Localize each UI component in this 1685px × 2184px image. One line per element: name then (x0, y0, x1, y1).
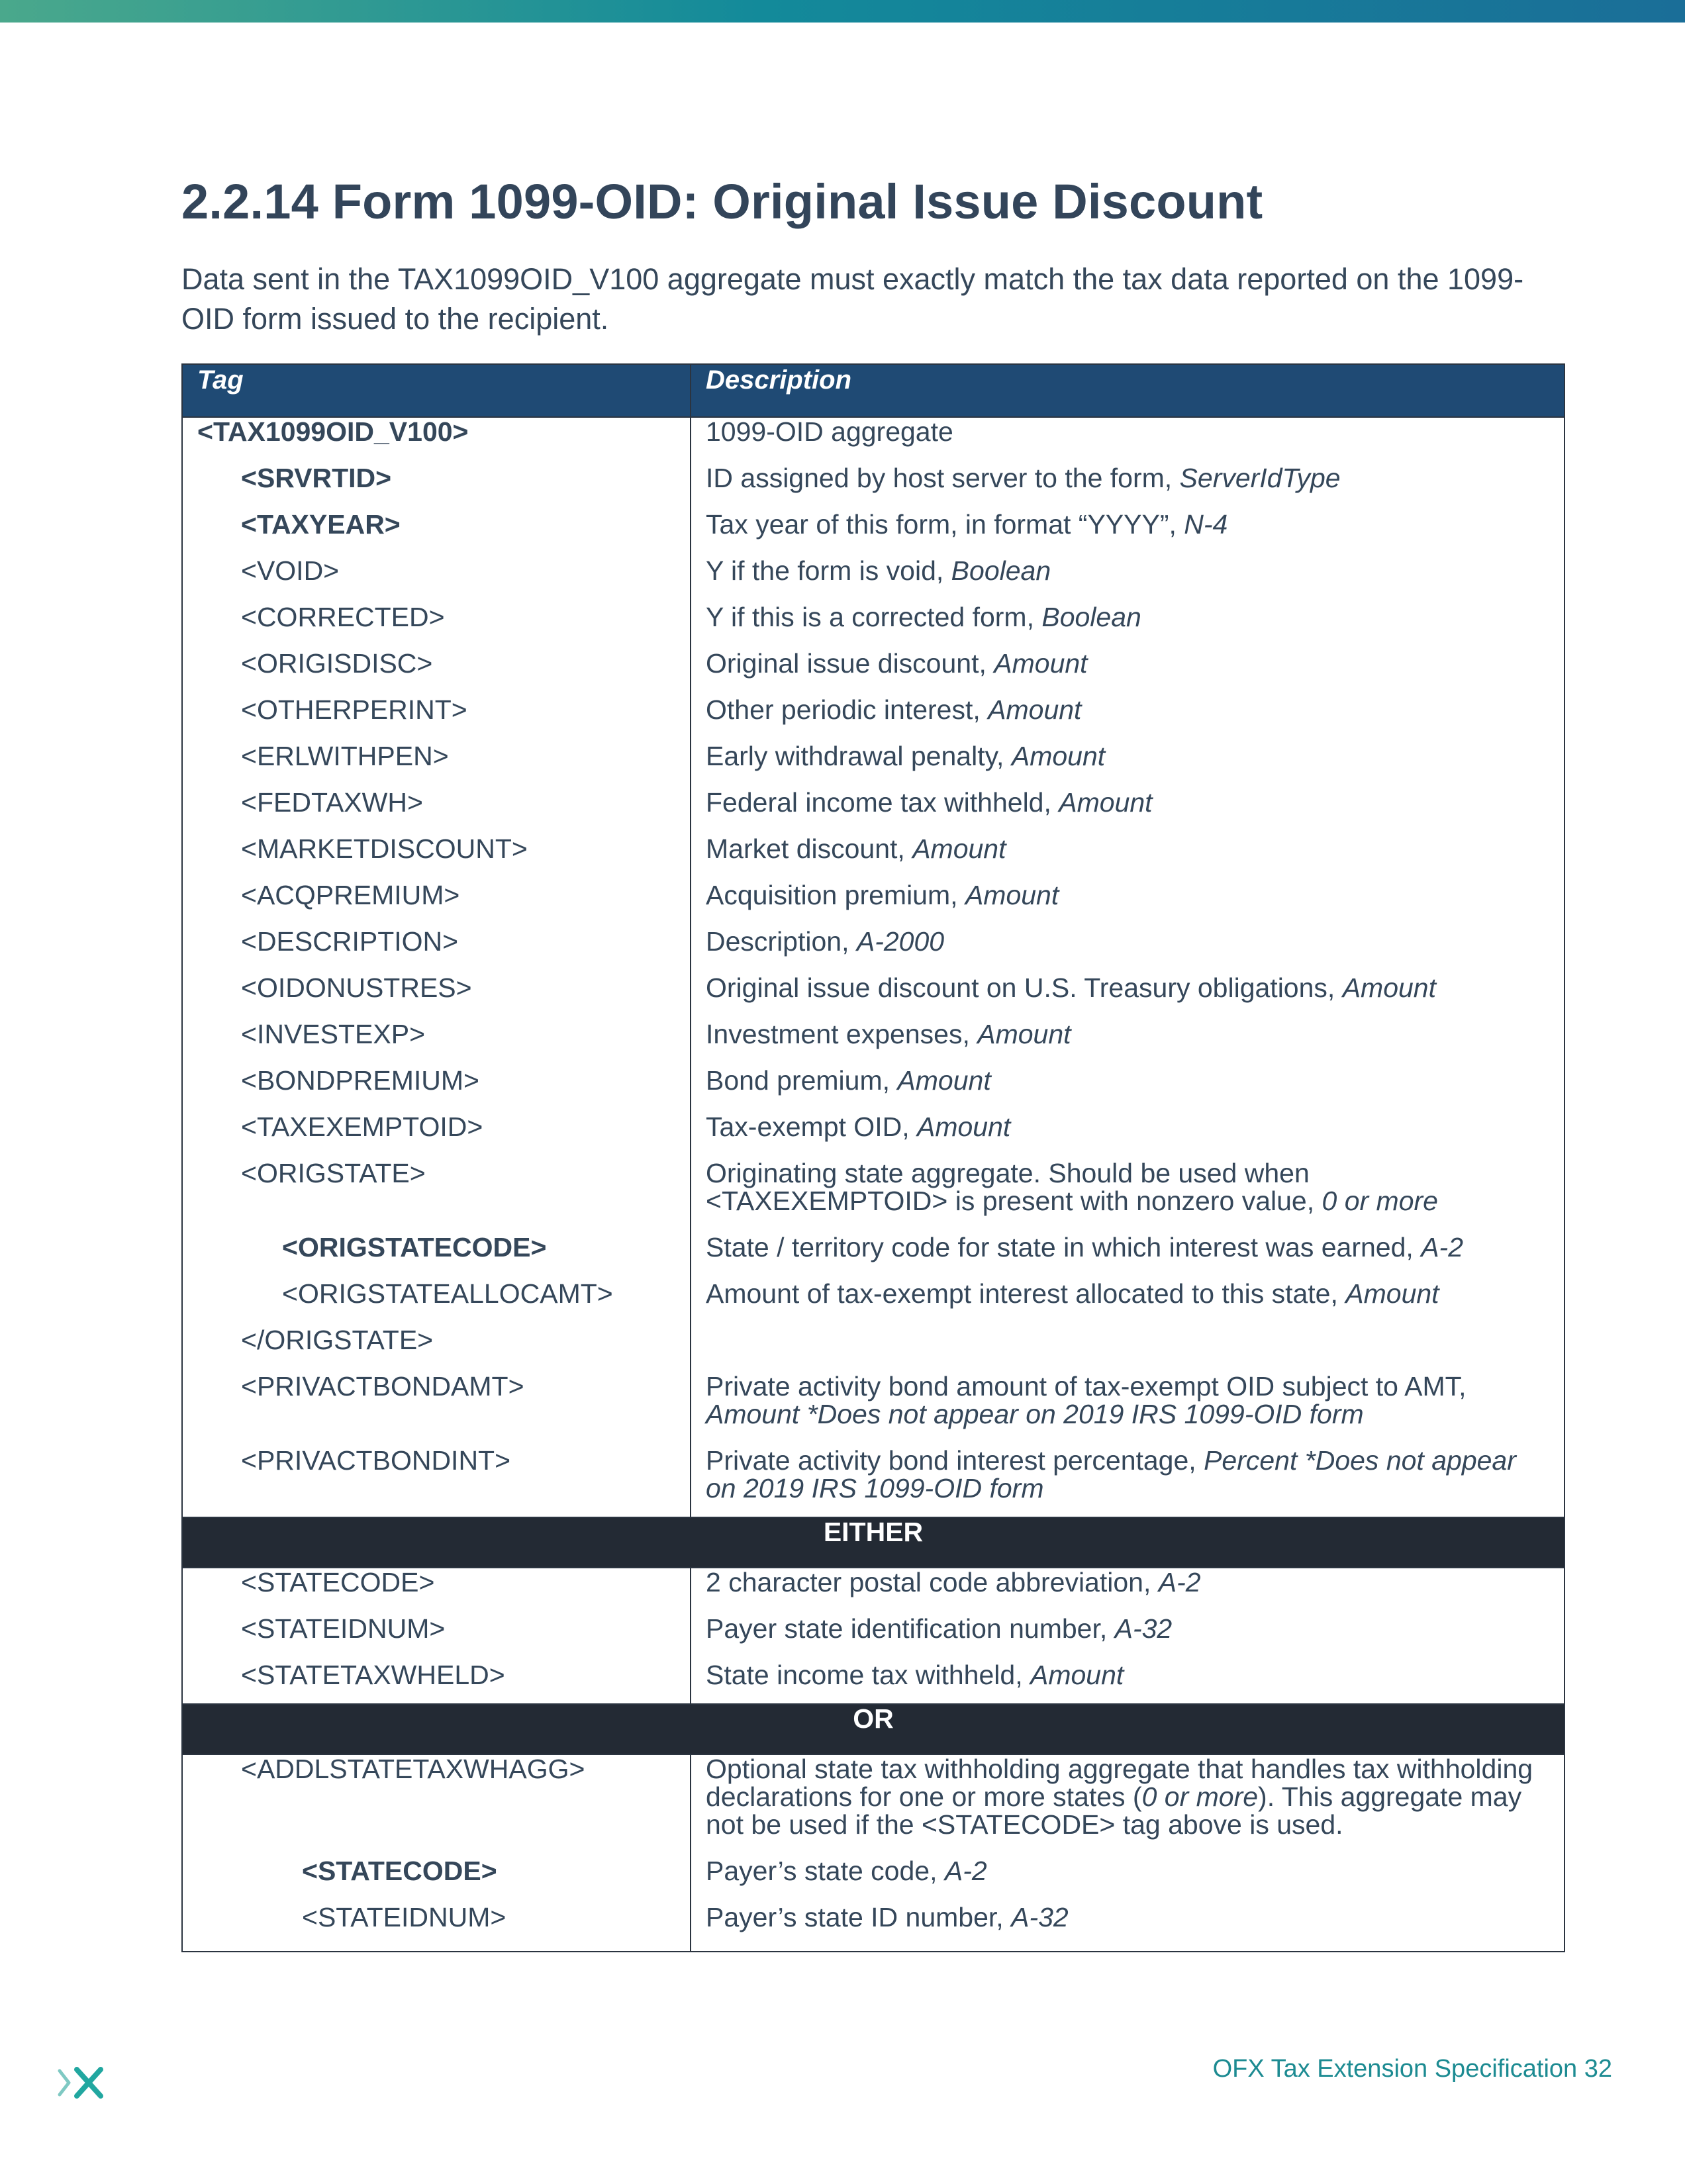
description-cell (691, 417, 1565, 460)
description-text: Investment expenses, (706, 1019, 978, 1049)
description-text: Payer state identification number, (706, 1613, 1115, 1644)
table-row (182, 1611, 1565, 1657)
tag-cell: <ORIGSTATE> (182, 1155, 691, 1229)
data-type: 0 or more (1322, 1186, 1438, 1216)
data-type: Percent *Does not appear on 2019 IRS 1099-OID form (706, 1445, 1516, 1503)
description-text: Original issue discount, (706, 648, 994, 679)
table-row (182, 1276, 1565, 1322)
tag-cell: <STATECODE> (182, 1568, 691, 1611)
table-row (182, 1853, 1565, 1899)
table-row (182, 1063, 1565, 1109)
intro-paragraph: Data sent in the TAX1099OID_V100 aggregate must exactly match the tax data reported on the 1099-OID form issued to the recipient. (181, 262, 1524, 336)
description-text: Payer’s state code, (706, 1856, 945, 1886)
data-type: 0 or more (1141, 1781, 1259, 1812)
column-header-tag: Tag (182, 364, 691, 417)
tag-cell: <STATEIDNUM> (182, 1611, 691, 1657)
description-cell (691, 831, 1565, 877)
tag-cell: <INVESTEXP> (182, 1016, 691, 1063)
description-cell (691, 1322, 1565, 1368)
description-cell (691, 1899, 1565, 1952)
tag-cell: <CORRECTED> (182, 599, 691, 645)
data-type: A-32 (1011, 1902, 1069, 1932)
tag-cell: <BONDPREMIUM> (182, 1063, 691, 1109)
ofx-logo-icon (57, 2064, 110, 2101)
table-row (182, 553, 1565, 599)
tag-cell: <ORIGISDISC> (182, 645, 691, 692)
description-cell (691, 506, 1565, 553)
tag-cell: <STATETAXWHELD> (182, 1657, 691, 1704)
table-row (182, 1109, 1565, 1155)
table-row (182, 1443, 1565, 1517)
data-type: Amount (1059, 787, 1153, 818)
description-text: Private activity bond interest percentage, (706, 1445, 1204, 1476)
description-text: Private activity bond amount of tax-exempt OID subject to AMT, (706, 1371, 1467, 1401)
description-cell (691, 738, 1565, 784)
tag-cell: <TAXEXEMPTOID> (182, 1109, 691, 1155)
data-type: Amount (988, 694, 1082, 725)
table-row (182, 1754, 1565, 1853)
description-text: Amount of tax-exempt interest allocated to this state, (706, 1278, 1346, 1309)
tag-cell: <STATECODE> (182, 1853, 691, 1899)
table-row (182, 417, 1565, 460)
description-cell (691, 924, 1565, 970)
description-text: Optional state tax withholding aggregate that handles tax withholding declarations for one or more states ( (706, 1754, 1533, 1812)
tag-cell: </ORIGSTATE> (182, 1322, 691, 1368)
tag-cell: <SRVRTID> (182, 460, 691, 506)
description-text: State / territory code for state in which interest was earned, (706, 1232, 1421, 1262)
description-text: Bond premium, (706, 1065, 898, 1096)
data-type: Boolean (1041, 602, 1141, 632)
table-row (182, 1016, 1565, 1063)
table-row (182, 1322, 1565, 1368)
column-header-description: Description (691, 364, 1565, 417)
table-row (182, 1657, 1565, 1704)
description-cell (691, 1611, 1565, 1657)
data-type: Amount *Does not appear on 2019 IRS 1099-OID form (706, 1399, 1364, 1429)
description-cell (691, 877, 1565, 924)
or-label: OR (182, 1704, 1565, 1754)
tag-cell: <TAXYEAR> (182, 506, 691, 553)
table-row (182, 738, 1565, 784)
top-accent-bar (0, 0, 1685, 23)
description-text: Originating state aggregate. Should be used when <TAXEXEMPTOID> is present with nonzero value, (706, 1158, 1322, 1216)
data-type: A-2 (1158, 1567, 1201, 1597)
tag-cell: <OTHERPERINT> (182, 692, 691, 738)
data-type: A-2 (1421, 1232, 1463, 1262)
table-row (182, 831, 1565, 877)
tag-cell: <ERLWITHPEN> (182, 738, 691, 784)
data-type: Amount (994, 648, 1088, 679)
description-cell (691, 1568, 1565, 1611)
tag-cell: <ORIGSTATECODE> (182, 1229, 691, 1276)
data-type: Amount (965, 880, 1059, 910)
description-cell (691, 970, 1565, 1016)
description-cell (691, 553, 1565, 599)
data-type: Boolean (951, 555, 1051, 586)
description-cell (691, 1063, 1565, 1109)
tag-cell: <ACQPREMIUM> (182, 877, 691, 924)
description-cell (691, 460, 1565, 506)
table-row (182, 1229, 1565, 1276)
description-text: Tax year of this form, in format “YYYY”, (706, 509, 1184, 540)
data-type: N-4 (1184, 509, 1228, 540)
data-type: A-32 (1114, 1613, 1173, 1644)
either-separator-row (182, 1517, 1565, 1568)
description-cell (691, 1155, 1565, 1229)
description-cell (691, 1754, 1565, 1853)
tag-cell: <PRIVACTBONDINT> (182, 1443, 691, 1517)
tag-cell: <ORIGSTATEALLOCAMT> (182, 1276, 691, 1322)
description-text: ID assigned by host server to the form, (706, 463, 1180, 493)
tag-cell: <TAX1099OID_V100> (182, 417, 691, 460)
description-text: Original issue discount on U.S. Treasury obligations, (706, 973, 1343, 1003)
description-text: Federal income tax withheld, (706, 787, 1059, 818)
description-text-after: ). This aggregate may not be used if the <STATECODE> tag above is used. (706, 1781, 1522, 1840)
table-row (182, 599, 1565, 645)
data-type: Amount (1011, 741, 1106, 771)
page-footer: OFX Tax Extension Specification 32 (1212, 2055, 1612, 2083)
description-text: 2 character postal code abbreviation, (706, 1567, 1159, 1597)
table-row (182, 1155, 1565, 1229)
or-separator-row (182, 1704, 1565, 1754)
table-row (182, 877, 1565, 924)
description-cell (691, 645, 1565, 692)
table-header-row (182, 364, 1565, 417)
description-cell (691, 1443, 1565, 1517)
data-type: Amount (1345, 1278, 1439, 1309)
description-cell (691, 784, 1565, 831)
description-text: Market discount, (706, 833, 913, 864)
tag-cell: <PRIVACTBONDAMT> (182, 1368, 691, 1443)
tag-cell: <MARKETDISCOUNT> (182, 831, 691, 877)
spec-table (181, 363, 1565, 1952)
description-cell (691, 599, 1565, 645)
data-type: Amount (912, 833, 1006, 864)
data-type: Amount (916, 1112, 1011, 1142)
description-cell (691, 1229, 1565, 1276)
description-cell (691, 1276, 1565, 1322)
description-text: Early withdrawal penalty, (706, 741, 1012, 771)
table-row (182, 1368, 1565, 1443)
description-text: Tax-exempt OID, (706, 1112, 917, 1142)
data-type: Amount (897, 1065, 991, 1096)
either-label: EITHER (182, 1517, 1565, 1568)
description-cell (691, 1853, 1565, 1899)
data-type: Amount (977, 1019, 1071, 1049)
table-row (182, 924, 1565, 970)
tag-cell: <VOID> (182, 553, 691, 599)
data-type: A-2 (944, 1856, 987, 1886)
tag-cell: <ADDLSTATETAXWHAGG> (182, 1754, 691, 1853)
data-type: ServerIdType (1179, 463, 1341, 493)
table-row (182, 645, 1565, 692)
data-type: A-2000 (856, 926, 945, 957)
data-type: Amount (1342, 973, 1437, 1003)
description-text: Payer’s state ID number, (706, 1902, 1012, 1932)
table-row (182, 784, 1565, 831)
description-text: Other periodic interest, (706, 694, 988, 725)
table-row (182, 506, 1565, 553)
description-cell (691, 1657, 1565, 1704)
data-type: Amount (1030, 1660, 1124, 1690)
tag-cell: <STATEIDNUM> (182, 1899, 691, 1952)
description-text: Acquisition premium, (706, 880, 965, 910)
description-cell (691, 1368, 1565, 1443)
description-cell (691, 1109, 1565, 1155)
table-row (182, 970, 1565, 1016)
description-text: Y if the form is void, (706, 555, 951, 586)
tag-cell: <OIDONUSTRES> (182, 970, 691, 1016)
table-row (182, 460, 1565, 506)
table-row (182, 692, 1565, 738)
table-row (182, 1899, 1565, 1952)
description-cell (691, 1016, 1565, 1063)
description-text: Description, (706, 926, 857, 957)
description-cell (691, 692, 1565, 738)
tag-cell: <DESCRIPTION> (182, 924, 691, 970)
description-text: Y if this is a corrected form, (706, 602, 1042, 632)
tag-cell: <FEDTAXWH> (182, 784, 691, 831)
page-title: 2.2.14 Form 1099-OID: Original Issue Discount (181, 174, 1263, 229)
description-text: 1099-OID aggregate (706, 416, 953, 447)
table-row (182, 1568, 1565, 1611)
description-text: State income tax withheld, (706, 1660, 1030, 1690)
